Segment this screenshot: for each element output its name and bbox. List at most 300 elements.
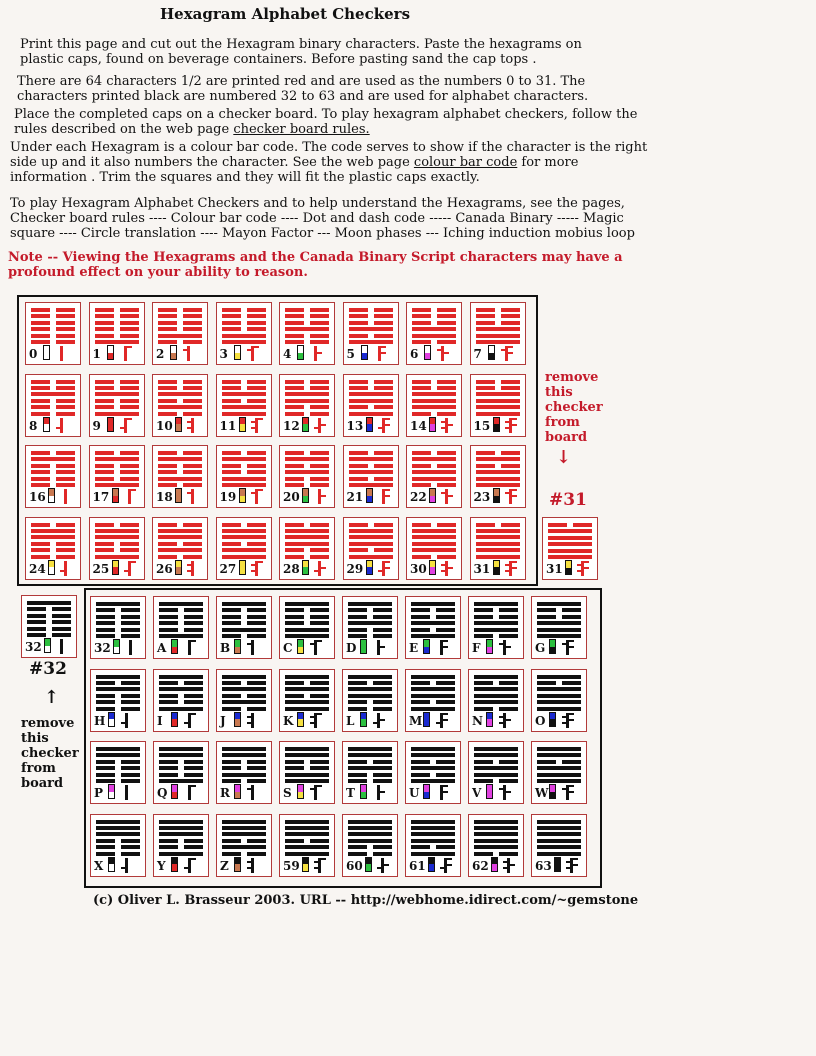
binary-script-glyph-icon	[437, 345, 449, 361]
hexagram-checker	[90, 814, 146, 877]
hexagram-icon	[159, 675, 203, 711]
checker-label: 22	[410, 490, 427, 504]
side-line: checker	[545, 400, 603, 415]
checker-label: 21	[346, 490, 364, 504]
hexagram-icon	[285, 602, 329, 638]
colour-bar-code-link[interactable]: colour bar code	[413, 155, 518, 170]
checker-label: 11	[219, 418, 237, 433]
hexagram-checker	[152, 445, 208, 508]
binary-script-glyph-icon	[310, 784, 322, 800]
hexagram-checker	[468, 669, 524, 732]
hexagram-checker	[152, 302, 208, 365]
hexagram-checker	[216, 596, 272, 659]
binary-script-glyph-icon	[378, 488, 390, 504]
hexagram-checker	[216, 374, 272, 437]
colour-bar-text: Under each Hexagram is a colour bar code. The code serves to show if the character is the right side up and it also numbers the character. See the web page	[10, 140, 648, 170]
hexagram-icon	[222, 675, 266, 711]
hexagram-checker	[25, 302, 81, 365]
binary-script-glyph-icon	[505, 417, 517, 433]
hexagram-checker	[279, 302, 335, 365]
hexagram-checker	[343, 517, 399, 580]
checker-label: 28	[283, 561, 300, 576]
hexagram-checker	[343, 445, 399, 508]
hexagram-icon	[222, 602, 266, 638]
hexagram-checker	[468, 741, 524, 804]
checker-label: 7	[473, 347, 482, 361]
hexagram-icon	[474, 747, 518, 783]
related-pages-paragraph: To play Hexagram Alphabet Checkers and to help understand the Hexagrams, see the pages, Checker board rules ---- Colour bar code ---- Dot and dash code ----- Canada Binary ----- Magic square ---- Circle translation ---- Mayon Factor --- Moon phases --- Iching induction mobius loop	[10, 196, 635, 241]
colour-bar-code	[366, 560, 373, 575]
colour-bar-code	[239, 417, 246, 432]
checker-label: W	[535, 786, 549, 800]
colour-bar-code	[43, 417, 50, 432]
hexagram-icon	[96, 747, 140, 783]
binary-script-glyph-icon	[120, 417, 132, 433]
binary-script-glyph-icon	[378, 560, 390, 576]
hexagram-checker	[531, 669, 587, 732]
checker-label: 62	[472, 858, 489, 873]
hexagram-icon	[348, 747, 392, 783]
hexagram-checker	[470, 517, 526, 580]
binary-script-glyph-icon	[374, 345, 386, 361]
hexagram-icon	[349, 380, 393, 416]
checker-label: 27	[219, 561, 237, 576]
hexagram-icon	[412, 380, 456, 416]
colour-bar-code	[486, 784, 493, 799]
colour-bar-code	[234, 345, 241, 360]
side-line: remove	[545, 370, 599, 385]
checker-label: 18	[156, 490, 173, 504]
hexagram-icon	[474, 675, 518, 711]
hexagram-checker	[90, 596, 146, 659]
checker-label: P	[94, 786, 104, 800]
hexagram-checker	[531, 814, 587, 877]
binary-script-glyph-icon	[436, 712, 448, 728]
hexagram-checker	[25, 374, 81, 437]
hexagram-icon	[31, 523, 75, 559]
hexagram-checker	[468, 814, 524, 877]
binary-script-glyph-icon	[60, 560, 72, 576]
hexagram-icon	[411, 675, 455, 711]
side-line: board	[21, 776, 64, 791]
colour-bar-code	[493, 488, 500, 503]
hexagram-icon	[411, 747, 455, 783]
hexagram-icon	[95, 451, 139, 487]
hexagram-checker	[406, 445, 462, 508]
binary-script-glyph-icon	[373, 712, 385, 728]
colour-bar-code	[360, 712, 367, 727]
binary-script-glyph-icon	[499, 712, 511, 728]
colour-bar-code	[565, 560, 572, 575]
colour-bar-code	[43, 345, 50, 360]
rules-text: Place the completed caps on a checker board. To play hexagram alphabet checkers, follow the rules described on the web page	[14, 107, 638, 137]
binary-script-glyph-icon	[314, 560, 326, 576]
checker-label: 31	[473, 561, 491, 576]
binary-script-glyph-icon	[184, 857, 196, 873]
hexagram-icon	[95, 308, 139, 344]
binary-script-glyph-icon	[56, 638, 68, 654]
binary-script-glyph-icon	[124, 560, 136, 576]
checker-label: U	[409, 786, 420, 800]
colour-bar-code	[171, 784, 178, 799]
checker-label: 26	[156, 561, 173, 576]
colour-bar-code	[423, 784, 430, 799]
colour-bar-code	[549, 712, 556, 727]
binary-script-glyph-icon	[310, 639, 322, 655]
binary-script-glyph-icon	[566, 857, 578, 873]
checker-label: 32	[25, 640, 42, 654]
hexagram-checker	[406, 517, 462, 580]
hexagram-icon	[27, 601, 71, 637]
colour-bar-code	[44, 638, 51, 653]
hexagram-icon	[158, 380, 202, 416]
colour-bar-code	[113, 639, 120, 654]
colour-bar-code	[234, 784, 241, 799]
hexagram-icon	[476, 380, 520, 416]
colour-bar-code	[302, 417, 309, 432]
hexagram-checker	[405, 814, 461, 877]
checker-label: 14	[410, 418, 427, 433]
hexagram-checker	[216, 741, 272, 804]
hexagram-icon	[537, 820, 581, 856]
checker-label: T	[346, 786, 355, 800]
checker-label: B	[220, 641, 231, 655]
hexagram-icon	[95, 380, 139, 416]
colour-bar-code	[365, 857, 372, 872]
binary-script-glyph-icon	[436, 784, 448, 800]
hexagram-checker	[90, 669, 146, 732]
side-line: this	[545, 385, 573, 400]
colour-bar-code	[302, 857, 309, 872]
down-arrow-icon: ↓	[556, 447, 572, 468]
hexagram-icon	[158, 523, 202, 559]
checker-label: 4	[283, 347, 292, 361]
checker-label: I	[157, 713, 163, 728]
checker-label: F	[472, 641, 481, 655]
colour-bar-code	[234, 639, 241, 654]
checker-label: Q	[157, 786, 168, 800]
colour-bar-code	[234, 857, 241, 872]
hexagram-checker	[470, 445, 526, 508]
binary-script-glyph-icon	[505, 488, 517, 504]
page-title: Hexagram Alphabet Checkers	[160, 5, 411, 23]
numbering-paragraph: There are 64 characters 1/2 are printed red and are used as the numbers 0 to 31. The characters printed black are numbered 32 to 63 and are used for alphabet characters.	[17, 74, 589, 104]
checker-label: 25	[92, 561, 110, 576]
hexagram-icon	[474, 602, 518, 638]
binary-script-glyph-icon	[373, 639, 385, 655]
colour-bar-code	[108, 857, 115, 872]
colour-bar-code	[360, 784, 367, 799]
hexagram-icon	[96, 602, 140, 638]
rules-paragraph	[14, 107, 644, 137]
hexagram-checker	[153, 669, 209, 732]
colour-bar-code	[366, 488, 373, 503]
removed-red-checker-label: #31	[549, 490, 587, 510]
hexagram-icon	[412, 451, 456, 487]
binary-script-glyph-icon	[436, 639, 448, 655]
binary-script-glyph-icon	[251, 417, 263, 433]
hexagram-icon	[285, 380, 329, 416]
colour-bar-code	[428, 857, 435, 872]
colour-bar-code	[175, 560, 182, 575]
checker-label: R	[220, 786, 230, 800]
colour-bar-code	[107, 345, 114, 360]
binary-script-glyph-icon	[562, 784, 574, 800]
binary-script-glyph-icon	[377, 857, 389, 873]
hexagram-icon	[222, 451, 266, 487]
hexagram-icon	[159, 747, 203, 783]
colour-bar-code	[361, 345, 368, 360]
checker-board-rules-link[interactable]: checker board rules.	[233, 122, 370, 137]
colour-bar-text-end: for more information . Trim the squares and they will fit the plastic caps exactly.	[10, 155, 579, 185]
binary-script-glyph-icon	[378, 417, 390, 433]
colour-bar-code	[549, 639, 556, 654]
checker-label: 29	[346, 561, 364, 576]
hexagram-icon	[95, 523, 139, 559]
checker-label: 6	[410, 347, 419, 361]
intro-paragraph: Print this page and cut out the Hexagram binary characters. Paste the hexagrams on plastic caps, found on beverage containers. Before pasting sand the cap tops .	[20, 37, 582, 67]
binary-script-glyph-icon	[187, 417, 199, 433]
hexagram-icon	[476, 308, 520, 344]
hexagram-icon	[96, 675, 140, 711]
colour-bar-code	[171, 712, 178, 727]
hexagram-icon	[222, 523, 266, 559]
hexagram-checker	[153, 814, 209, 877]
hexagram-checker	[406, 302, 462, 365]
checker-label: 16	[29, 490, 46, 504]
checker-label: 17	[92, 490, 110, 504]
hexagram-icon	[96, 820, 140, 856]
hexagram-checker	[153, 741, 209, 804]
hexagram-icon	[476, 523, 520, 559]
checker-label: M	[409, 713, 423, 728]
binary-script-glyph-icon	[124, 488, 136, 504]
colour-bar-paragraph	[10, 140, 650, 185]
hexagram-icon	[474, 820, 518, 856]
colour-bar-code	[112, 560, 119, 575]
binary-script-glyph-icon	[310, 712, 322, 728]
colour-bar-code	[302, 488, 309, 503]
footer-credit: (c) Oliver L. Brasseur 2003. URL -- http://webhome.idirect.com/~gemstone	[93, 893, 639, 908]
hexagram-icon	[548, 523, 592, 559]
checker-label: 2	[156, 347, 165, 361]
hexagram-checker	[152, 374, 208, 437]
checker-label: V	[472, 786, 482, 800]
hexagram-checker	[21, 595, 77, 658]
hexagram-checker	[216, 669, 272, 732]
binary-script-glyph-icon	[183, 345, 195, 361]
colour-bar-code	[48, 488, 55, 503]
colour-bar-code	[234, 712, 241, 727]
colour-bar-code	[108, 712, 115, 727]
hexagram-icon	[349, 451, 393, 487]
binary-script-glyph-icon	[562, 639, 574, 655]
colour-bar-code	[429, 417, 436, 432]
side-line: from	[21, 761, 56, 776]
hexagram-checker	[279, 374, 335, 437]
hexagram-checker	[279, 596, 335, 659]
checker-label: 12	[283, 418, 300, 433]
hexagram-checker	[470, 374, 526, 437]
checker-label: G	[535, 641, 546, 655]
colour-bar-code	[297, 345, 304, 360]
hexagram-icon	[159, 602, 203, 638]
hexagram-checker	[25, 445, 81, 508]
hexagram-checker	[89, 374, 145, 437]
colour-bar-code	[108, 784, 115, 799]
hexagram-icon	[159, 820, 203, 856]
hexagram-icon	[285, 675, 329, 711]
hexagram-checker	[25, 517, 81, 580]
binary-script-glyph-icon	[314, 857, 326, 873]
colour-bar-code	[297, 784, 304, 799]
colour-bar-code	[302, 560, 309, 575]
checker-label: 13	[346, 418, 364, 433]
warning-note: Note -- Viewing the Hexagrams and the Canada Binary Script characters may have a profound effect on your ability to reason.	[8, 250, 623, 280]
checker-label: 24	[29, 561, 46, 576]
hexagram-icon	[222, 820, 266, 856]
binary-script-glyph-icon	[499, 639, 511, 655]
colour-bar-code	[429, 560, 436, 575]
hexagram-icon	[285, 451, 329, 487]
checker-label: J	[220, 713, 226, 728]
hexagram-checker	[216, 517, 272, 580]
checker-label: 10	[156, 418, 173, 433]
binary-script-glyph-icon	[499, 784, 511, 800]
hexagram-checker	[342, 814, 398, 877]
hexagram-checker	[216, 445, 272, 508]
colour-bar-code	[486, 712, 493, 727]
hexagram-icon	[222, 308, 266, 344]
binary-script-glyph-icon	[441, 488, 453, 504]
binary-script-glyph-icon	[184, 639, 196, 655]
checker-label: 5	[346, 347, 355, 361]
hexagram-icon	[285, 747, 329, 783]
checker-label: 32	[94, 641, 111, 655]
hexagram-icon	[349, 308, 393, 344]
binary-script-glyph-icon	[251, 560, 263, 576]
hexagram-icon	[348, 820, 392, 856]
binary-script-glyph-icon	[373, 784, 385, 800]
hexagram-icon	[31, 308, 75, 344]
checker-label: 3	[219, 347, 228, 361]
hexagram-checker	[279, 669, 335, 732]
hexagram-checker	[216, 302, 272, 365]
colour-bar-code	[171, 639, 178, 654]
hexagram-checker	[89, 445, 145, 508]
binary-script-glyph-icon	[440, 857, 452, 873]
checker-label: 1	[92, 347, 101, 361]
binary-script-glyph-icon	[187, 560, 199, 576]
checker-label: 59	[283, 858, 300, 873]
checker-label: 23	[473, 490, 491, 504]
checker-label: 61	[409, 858, 426, 873]
checker-label: D	[346, 641, 357, 655]
colour-bar-code	[360, 639, 367, 654]
hexagram-icon	[349, 523, 393, 559]
binary-script-glyph-icon	[56, 345, 68, 361]
hexagram-checker	[279, 517, 335, 580]
binary-script-glyph-icon	[577, 560, 589, 576]
checker-label: 15	[473, 418, 491, 433]
hexagram-icon	[412, 523, 456, 559]
colour-bar-code	[429, 488, 436, 503]
side-line: checker	[21, 746, 79, 761]
binary-script-glyph-icon	[247, 639, 259, 655]
hexagram-icon	[537, 747, 581, 783]
checker-label: E	[409, 641, 419, 655]
checker-label: N	[472, 713, 483, 728]
binary-script-glyph-icon	[251, 488, 263, 504]
hexagram-checker	[152, 517, 208, 580]
binary-script-glyph-icon	[314, 417, 326, 433]
hexagram-icon	[411, 602, 455, 638]
hexagram-checker	[216, 814, 272, 877]
up-arrow-icon: ↑	[44, 687, 60, 708]
hexagram-checker	[89, 302, 145, 365]
hexagram-icon	[285, 820, 329, 856]
colour-bar-code	[297, 712, 304, 727]
hexagram-checker	[342, 596, 398, 659]
colour-bar-code	[549, 784, 556, 799]
hexagram-checker	[90, 741, 146, 804]
binary-script-glyph-icon	[501, 345, 513, 361]
checker-label: O	[535, 713, 546, 728]
checker-label: 9	[92, 418, 101, 433]
hexagram-icon	[31, 451, 75, 487]
hexagram-checker	[468, 596, 524, 659]
colour-bar-code	[423, 712, 430, 727]
hexagram-checker	[406, 374, 462, 437]
binary-script-glyph-icon	[60, 488, 72, 504]
colour-bar-code	[424, 345, 431, 360]
binary-script-glyph-icon	[56, 417, 68, 433]
binary-script-glyph-icon	[314, 488, 326, 504]
colour-bar-code	[366, 417, 373, 432]
binary-script-glyph-icon	[503, 857, 515, 873]
binary-script-glyph-icon	[125, 639, 137, 655]
colour-bar-code	[423, 639, 430, 654]
removed-black-checker-label: #32	[29, 659, 67, 679]
binary-script-glyph-icon	[184, 712, 196, 728]
binary-script-glyph-icon	[184, 784, 196, 800]
hexagram-icon	[222, 747, 266, 783]
side-line: this	[21, 731, 49, 746]
binary-script-glyph-icon	[120, 345, 132, 361]
binary-script-glyph-icon	[121, 857, 133, 873]
hexagram-checker	[531, 741, 587, 804]
checker-label: 63	[535, 858, 552, 873]
checker-label: S	[283, 786, 292, 800]
colour-bar-code	[493, 417, 500, 432]
hexagram-icon	[411, 820, 455, 856]
checker-label: 19	[219, 490, 237, 504]
binary-script-glyph-icon	[121, 784, 133, 800]
side-line: from	[545, 415, 580, 430]
colour-bar-code	[107, 417, 114, 432]
hexagram-icon	[158, 308, 202, 344]
colour-bar-code	[112, 488, 119, 503]
binary-script-glyph-icon	[247, 784, 259, 800]
colour-bar-code	[175, 488, 182, 503]
colour-bar-code	[170, 345, 177, 360]
checker-label: 60	[346, 858, 363, 873]
checker-label: 30	[410, 561, 427, 576]
hexagram-checker	[470, 302, 526, 365]
hexagram-icon	[412, 308, 456, 344]
colour-bar-code	[239, 560, 246, 575]
checker-label: Z	[220, 858, 229, 873]
